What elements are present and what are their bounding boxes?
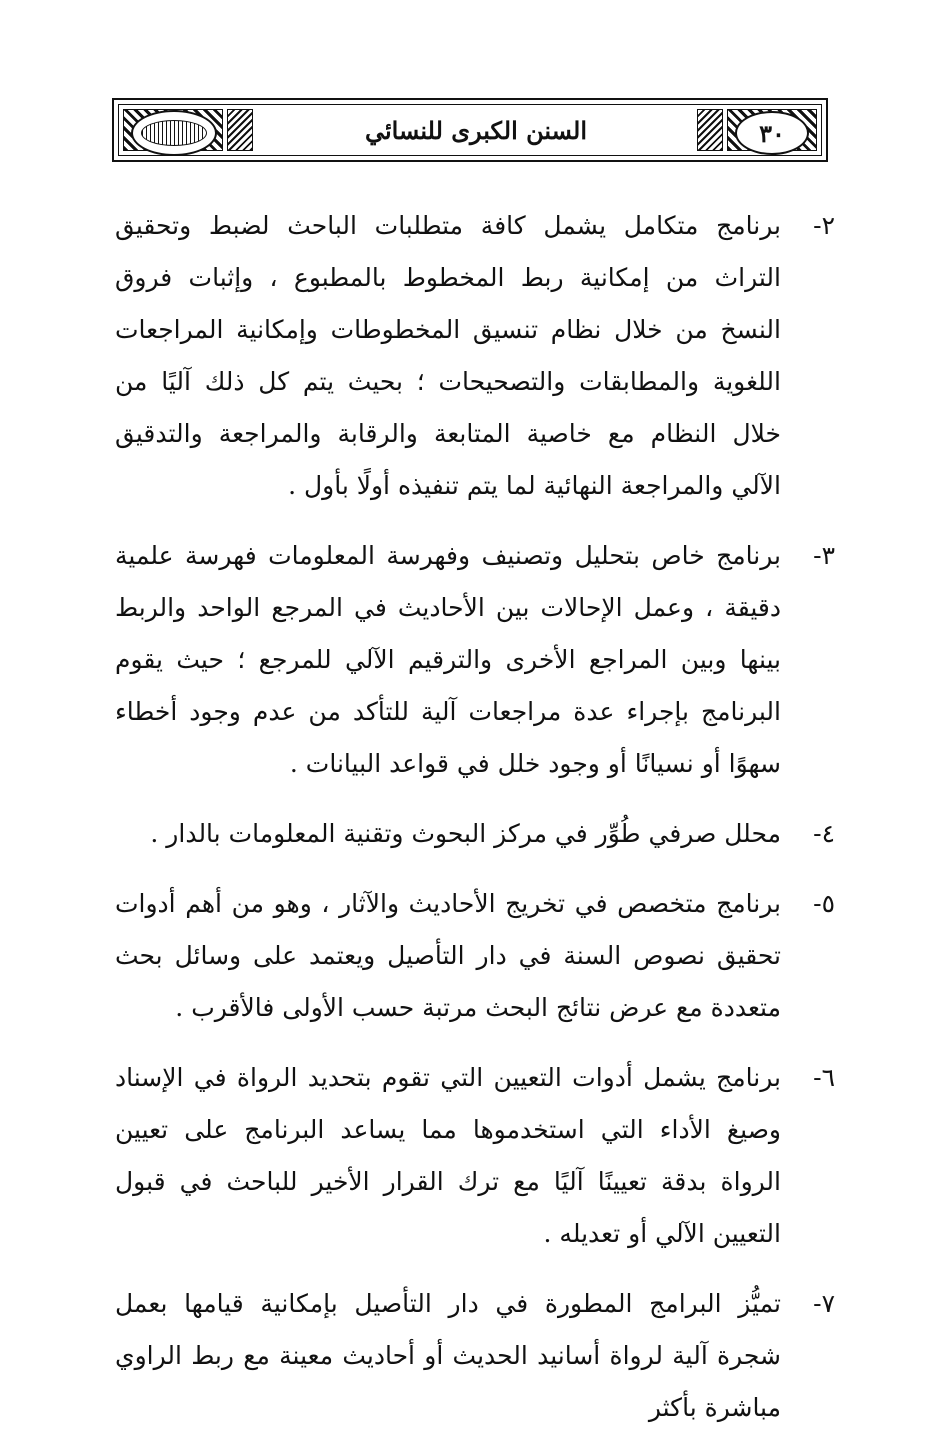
header-ornament-block-left <box>227 109 253 151</box>
item-text: برنامج متخصص في تخريج الأحاديث والآثار ، وهو من أهم أدوات تحقيق نصوص السنة في دار التأصيل ويعتمد على وسائل بحث متعددة مع عرض نتائج البحث مرتبة حسب الأولى فالأقرب . <box>115 889 781 1022</box>
item-text: برنامج خاص بتحليل وتصنيف وفهرسة المعلومات فهرسة علمية دقيقة ، وعمل الإحالات بين الأحاديث في المرجع الواحد والربط بينها وبين المراجع الأخرى والترقيم الآلي للمرجع ؛ حيث يقوم البرنامج بإجراء عدة مراجعات آلية للتأكد من عدم وجود أخطاء سهوًا أو نسيانًا أو وجود خلل في قواعد البيانات . <box>115 541 781 778</box>
header-inner-frame <box>118 104 822 156</box>
list-item <box>115 200 835 512</box>
list-item <box>115 808 835 860</box>
item-number: ٧- <box>813 1289 835 1318</box>
list-item <box>115 1052 835 1260</box>
running-header <box>112 98 828 162</box>
calligraphy-emblem-icon <box>131 110 217 156</box>
page-body <box>115 200 835 1452</box>
header-ornament-block-right <box>697 109 723 151</box>
item-text: برنامج متكامل يشمل كافة متطلبات الباحث لضبط وتحقيق التراث من إمكانية ربط المخطوط بالمطبوع ، وإثبات فروق النسخ من خلال نظام تنسيق المخطوطات وإمكانية المراجعات اللغوية والمطابقات والتصحيحات ؛ بحيث يتم كل ذلك آليًا من خلال النظام مع خاصية المتابعة والرقابة والمراجعة والتدقيق الآلي والمراجعة النهائية لما يتم تنفيذه أولًا بأول . <box>115 211 781 500</box>
item-text: محلل صرفي طُوِّر في مركز البحوث وتقنية المعلومات بالدار . <box>150 819 781 848</box>
list-item <box>115 1278 835 1434</box>
item-number: ٤- <box>813 819 835 848</box>
item-number: ٢- <box>813 211 835 240</box>
item-number: ٣- <box>813 541 835 570</box>
item-number: ٥- <box>813 889 835 918</box>
item-number: ٦- <box>813 1063 835 1092</box>
item-text: تميُّز البرامج المطورة في دار التأصيل بإمكانية قيامها بعمل شجرة آلية لرواة أسانيد الحديث أو أحاديث معينة مع ربط الراوي مباشرة بأكثر <box>115 1289 781 1422</box>
list-item <box>115 530 835 790</box>
list-item <box>115 878 835 1034</box>
header-title: السنن الكبرى للنسائي <box>364 115 588 145</box>
page-number: ٣٠ <box>735 111 809 155</box>
item-text: برنامج يشمل أدوات التعيين التي تقوم بتحديد الرواة في الإسناد وصيغ الأداء التي استخدموها مما يساعد البرنامج على تعيين الرواة بدقة تعيينًا آليًا مع ترك القرار الأخير للباحث في قبول التعيين الآلي أو تعديله . <box>115 1063 781 1248</box>
